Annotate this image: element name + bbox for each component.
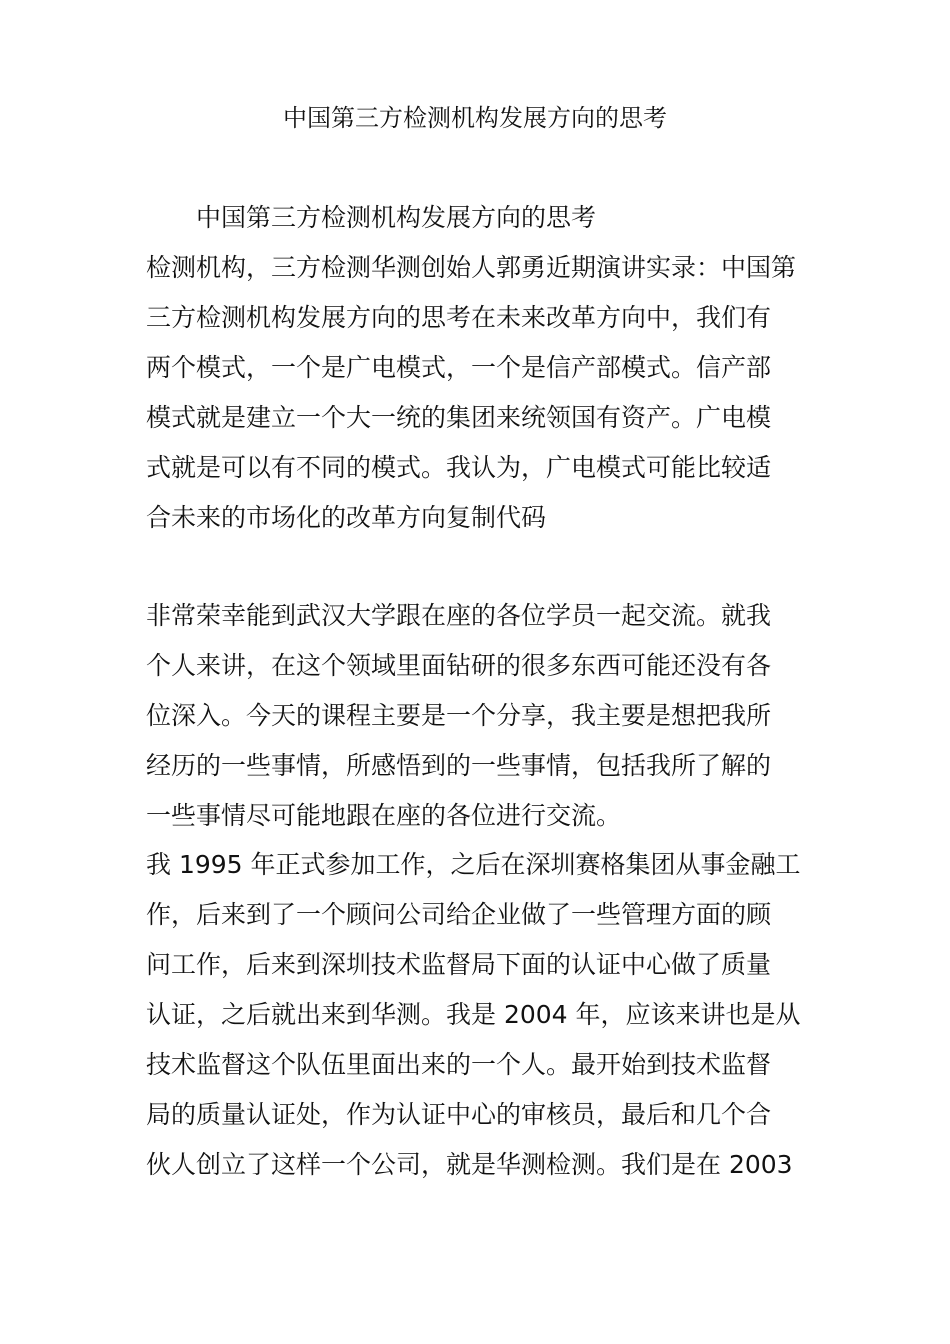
paragraph-2-line: 个人来讲，在这个领域里面钻研的很多东西可能还没有各	[146, 651, 772, 680]
paragraph-3-line: 问工作，后来到深圳技术监督局下面的认证中心做了质量	[146, 950, 772, 979]
paragraph-1-line: 式就是可以有不同的模式。我认为，广电模式可能比较适	[146, 453, 772, 482]
paragraph-3-line: 我 1995 年正式参加工作，之后在深圳赛格集团从事金融工	[146, 850, 801, 879]
paragraph-1-line: 三方检测机构发展方向的思考在未来改革方向中，我们有	[146, 303, 772, 332]
paragraph-2-line: 位深入。今天的课程主要是一个分享，我主要是想把我所	[146, 701, 772, 730]
paragraph-3-line: 技术监督这个队伍里面出来的一个人。最开始到技术监督	[146, 1050, 772, 1079]
paragraph-3-line: 伙人创立了这样一个公司，就是华测检测。我们是在 2003	[146, 1150, 793, 1179]
paragraph-1-line: 模式就是建立一个大一统的集团来统领国有资产。广电模	[146, 403, 772, 432]
paragraph-3-line: 局的质量认证处，作为认证中心的审核员，最后和几个合	[146, 1100, 772, 1129]
paragraph-1-line: 检测机构，三方检测华测创始人郭勇近期演讲实录：中国第	[146, 253, 797, 282]
paragraph-3-line: 认证，之后就出来到华测。我是 2004 年，应该来讲也是从	[146, 1000, 801, 1029]
document-title: 中国第三方检测机构发展方向的思考	[283, 104, 667, 132]
paragraph-2-line: 非常荣幸能到武汉大学跟在座的各位学员一起交流。就我	[146, 601, 772, 630]
paragraph-2-line: 一些事情尽可能地跟在座的各位进行交流。	[146, 801, 622, 830]
paragraph-1-line: 合未来的市场化的改革方向复制代码	[146, 503, 547, 532]
document-subtitle: 中国第三方检测机构发展方向的思考	[196, 203, 597, 232]
paragraph-3-line: 作，后来到了一个顾问公司给企业做了一些管理方面的顾	[146, 900, 772, 929]
paragraph-1-line: 两个模式，一个是广电模式，一个是信产部模式。信产部	[146, 353, 772, 382]
paragraph-2-line: 经历的一些事情，所感悟到的一些事情，包括我所了解的	[146, 751, 772, 780]
